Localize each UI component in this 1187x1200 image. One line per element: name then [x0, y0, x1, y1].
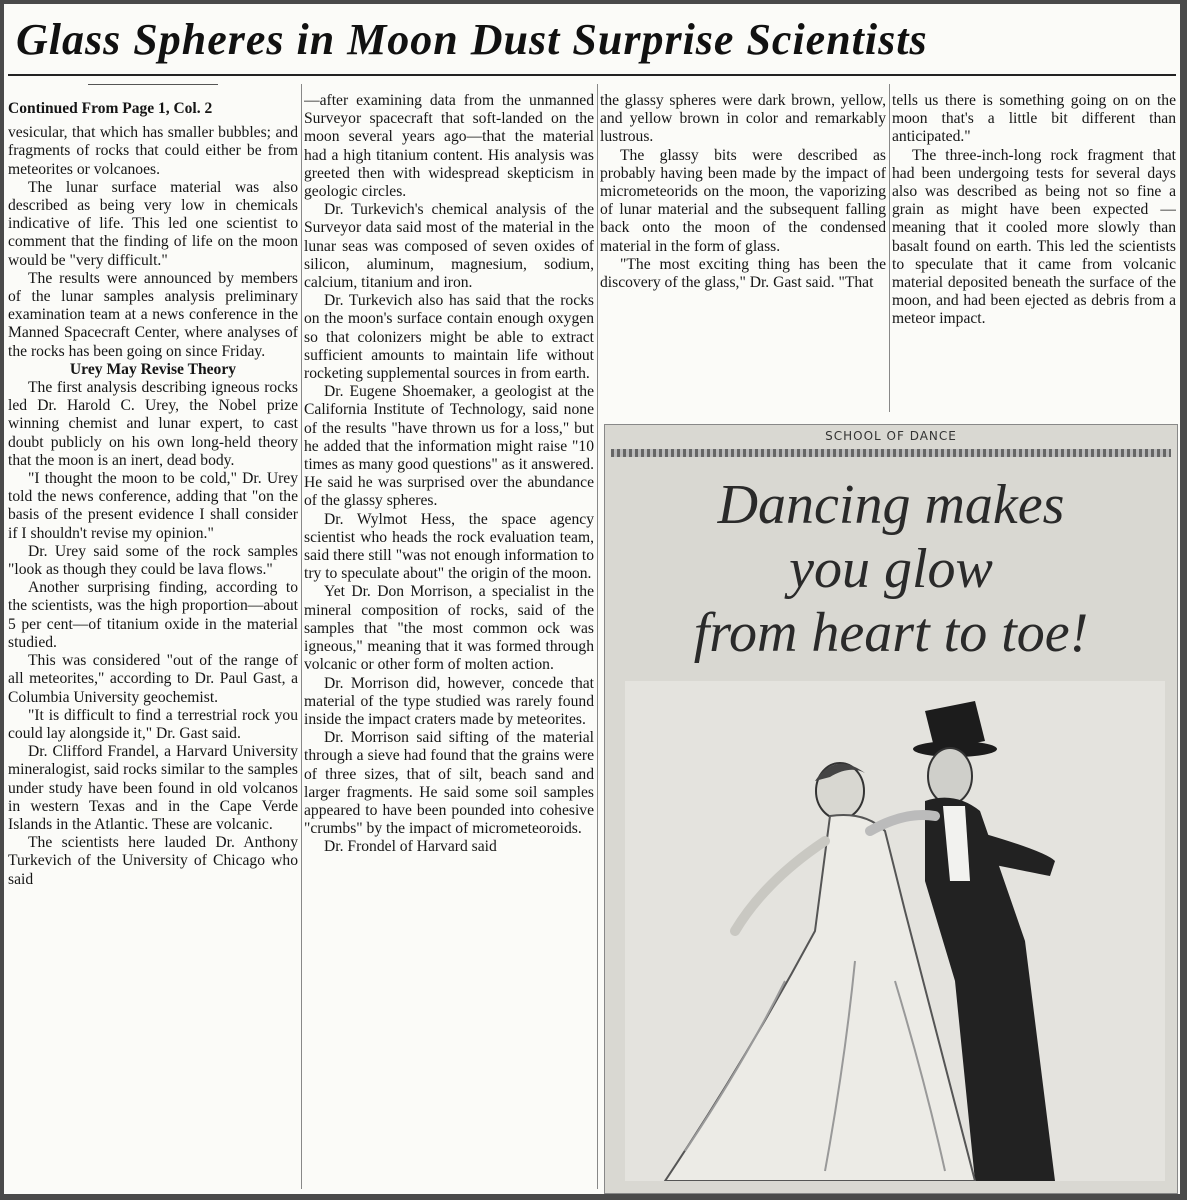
paragraph: the glassy spheres were dark brown, yellow, and yellow brown in color and remarkably lustrous. — [600, 92, 886, 146]
newspaper-page — [4, 4, 1180, 1194]
headline: Glass Spheres in Moon Dust Surprise Scientists — [16, 15, 928, 64]
column-rule — [301, 84, 302, 1189]
paragraph: Dr. Wylmot Hess, the space agency scientist who heads the rock evaluation team, said there still "was not enough information to try to speculate about" the origin of the moon. — [304, 510, 594, 583]
column-4 — [892, 92, 1176, 418]
continued-line: Continued From Page 1, Col. 2 — [8, 100, 213, 117]
dancing-couple-illustration — [625, 681, 1165, 1181]
paragraph: Dr. Urey said some of the rock samples "look as though they could be lava flows." — [8, 542, 298, 579]
paragraph: Dr. Frondel of Harvard said — [324, 838, 497, 856]
paragraph: The three-inch-long rock fragment that had been undergoing tests for several days also was described as being not so fine a grain as might have been expected — meaning that it cooled more slowly than basalt found on earth. This led the scientists to speculate that it came from volcanic material deposited beneath the surface of the moon, and had been ejected as debris from a meteor impact. — [892, 146, 1176, 328]
column-rule — [889, 84, 890, 412]
ad-border-band — [611, 449, 1171, 457]
paragraph: Dr. Morrison said sifting of the material through a sieve had found that the grains were of three sizes, that of silt, beach sand and larger fragments. He said some soil samples appeared to have been pounded into cohesive "crumbs" by the impact of micrometeoroids. — [304, 729, 594, 838]
paragraph: "It is difficult to find a terrestrial rock you could lay alongside it," Dr. Gast said. — [8, 706, 298, 742]
paragraph: Dr. Turkevich's chemical analysis of the Surveyor data said most of the material in the lunar seas was composed of seven oxides of silicon, aluminum, magnesium, sodium, calcium, titanium and iron. — [304, 201, 594, 292]
paragraph: Dr. Clifford Frandel, a Harvard University mineralogist, said rocks similar to the samples under study have been found in old volcanos in western Texas and in the Cape Verde Islands in the Atlantic. These are volcanic. — [8, 743, 298, 833]
paragraph: The scientists here lauded Dr. Anthony Turkevich of the University of Chicago who said — [8, 834, 298, 888]
paragraph: The results were announced by members of the lunar samples analysis preliminary examination team at a news conference in the Manned Spacecraft Center, where analyses of the rocks has been going on since Friday. — [8, 269, 298, 360]
paragraph: vesicular, that which has smaller bubbles; and fragments of rocks that could either be from meteorites or volcanoes. — [8, 124, 298, 178]
paragraph: Another surprising finding, according to the scientists, was the high proportion—about 5 per cent—of titanium oxide in the material studied. — [8, 579, 298, 651]
ad-tagline — [625, 473, 1157, 665]
paragraph: —after examining data from the unmanned Surveyor spacecraft that soft-landed on the moon several years ago—that the material had a high titanium content. His analysis was greeted then with widespread skepticism in geologic circles. — [304, 92, 594, 201]
ad-label: SCHOOL OF DANCE — [825, 429, 957, 443]
paragraph: "The most exciting thing has been the discovery of the glass," Dr. Gast said. "That — [600, 255, 886, 292]
paragraph: The first analysis describing igneous rocks led Dr. Harold C. Urey, the Nobel prize winning chemist and lunar expert, to cast doubt publicly on his own long-held theory that the moon is an inert, dead body. — [8, 379, 298, 469]
column-rule — [597, 84, 598, 1189]
paragraph: Dr. Morrison did, however, concede that material of the type studied was rarely found inside the impact craters made by meteorites. — [304, 674, 594, 728]
paragraph: The glassy bits were described as probably having been made by the impact of micrometeorids on the moon, the vaporizing of lunar material and the subsequent falling back onto the moon of the condensed material in the form of glass. — [600, 146, 886, 255]
paragraph: tells us there is something going on on the moon that's a little bit different than anticipated." — [892, 92, 1176, 146]
paragraph: The lunar surface material was also described as being very low in chemicals indicative of life. This led one scientist to comment that the finding of life on the moon would be "very difficult." — [8, 178, 298, 269]
column-1 — [8, 92, 298, 1192]
column-2 — [304, 92, 594, 1192]
paragraph: Yet Dr. Don Morrison, a specialist in the mineral composition of rocks, said of the samples that "the most common ock was igneous," meaning that it was formed through volcanic or other form of molten action. — [304, 583, 594, 674]
column-3 — [600, 92, 886, 418]
continued-rule — [88, 84, 218, 85]
ad-tagline-line: from heart to toe! — [693, 602, 1089, 664]
dance-school-advertisement — [604, 424, 1178, 1194]
ad-tagline-line: Dancing makes — [717, 474, 1065, 536]
paragraph: Dr. Turkevich also has said that the rocks on the moon's surface contain enough oxygen so that colonizers might be able to extract sufficient amounts to maintain life without rocketing supplemental sources in from earth. — [304, 292, 594, 383]
subhead: Urey May Revise Theory — [69, 360, 237, 378]
paragraph: Dr. Eugene Shoemaker, a geologist at the California Institute of Technology, said none of the results "have thrown us for a loss," but he added that the information might raise "10 times as many good questions" as it answered. He said he was surprised over the abundance of the glassy spheres. — [304, 383, 594, 510]
paragraph: "I thought the moon to be cold," Dr. Urey told the news conference, adding that "on the basis of the present evidence I shall consider if I shouldn't revise my opinion." — [8, 470, 298, 542]
headline-rule — [8, 74, 1176, 76]
paragraph: This was considered "out of the range of all meteorites," according to Dr. Paul Gast, a Columbia University geochemist. — [8, 652, 298, 706]
ad-tagline-line: you glow — [789, 538, 993, 600]
